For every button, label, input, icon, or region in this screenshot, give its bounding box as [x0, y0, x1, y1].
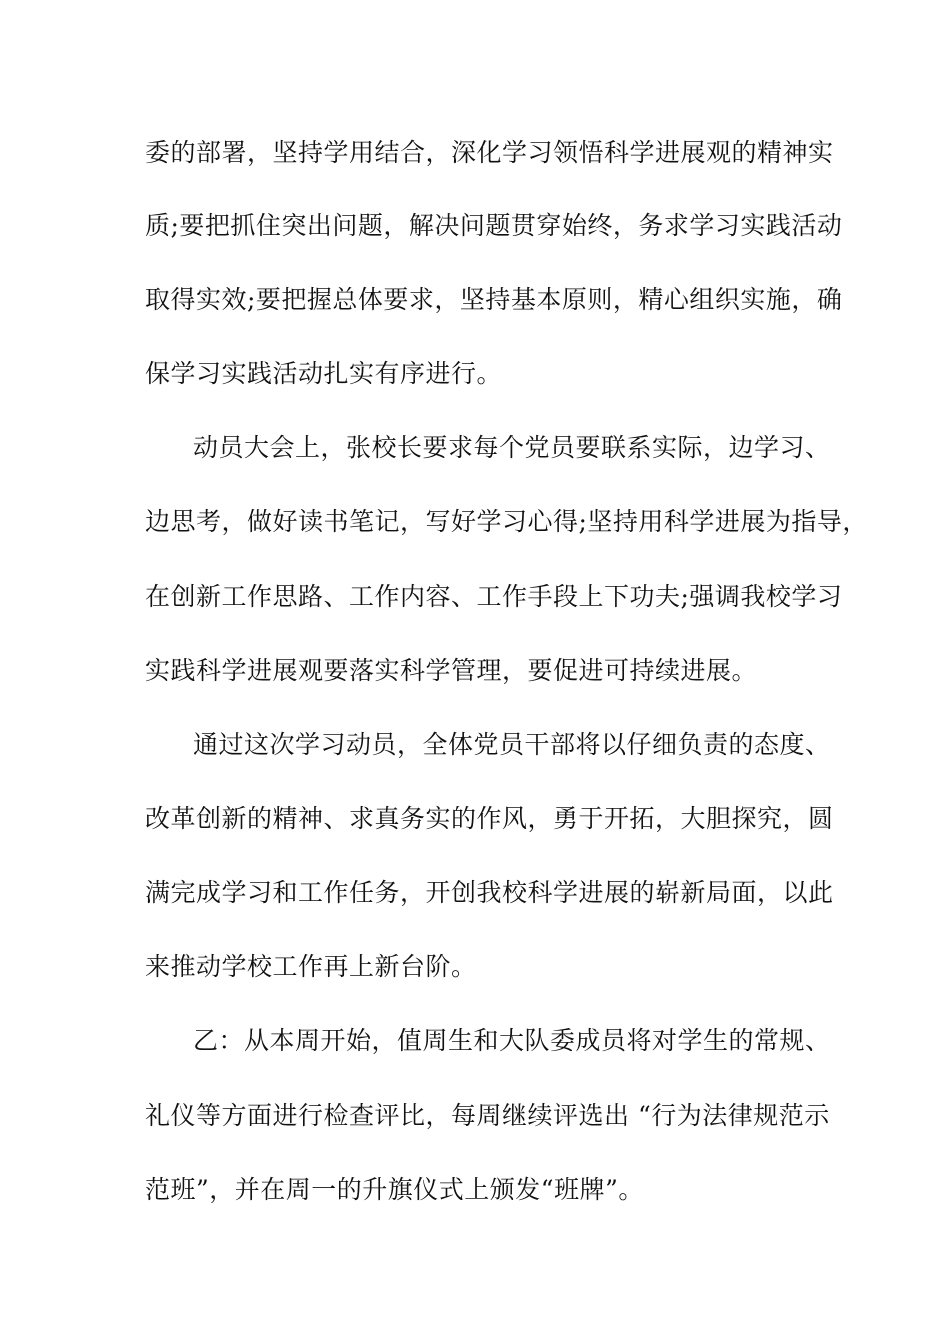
- paragraph-first-line: 通过这次学习动员，全体党员干部将以仔细负责的态度、: [193, 730, 831, 759]
- text-line: 取得实效;要把握总体要求，坚持基本原则，精心组织实施，确: [145, 285, 843, 314]
- text-line: 来推动学校工作再上新台阶。: [145, 952, 477, 981]
- paragraph-first-line: 乙：从本周开始，值周生和大队委成员将对学生的常规、: [193, 1026, 831, 1055]
- text-line: 范班”，并在周一的升旗仪式上颁发“班牌”。: [145, 1175, 644, 1204]
- text-line: 改革创新的精神、求真务实的作风，勇于开拓，大胆探究，圆: [145, 804, 834, 833]
- text-line: 保学习实践活动扎实有序进行。: [145, 359, 503, 388]
- text-line: 委的部署，坚持学用结合，深化学习领悟科学进展观的精神实: [145, 138, 834, 167]
- text-line: 在创新工作思路、工作内容、工作手段上下功夫;强调我校学习: [145, 582, 843, 611]
- text-line: 实践科学进展观要落实科学管理，要促进可持续进展。: [145, 656, 758, 685]
- text-line: 礼仪等方面进行检查评比，每周继续评选出 “行为法律规范示: [145, 1101, 830, 1130]
- text-line: 满完成学习和工作任务，开创我校科学进展的崭新局面，以此: [145, 878, 834, 907]
- text-line: 边思考，做好读书笔记，写好学习心得;坚持用科学进展为指导，: [145, 507, 868, 536]
- paragraph-first-line: 动员大会上，张校长要求每个党员要联系实际，边学习、: [193, 433, 831, 462]
- text-line: 质;要把抓住突出问题，解决问题贯穿始终，务求学习实践活动: [145, 211, 843, 240]
